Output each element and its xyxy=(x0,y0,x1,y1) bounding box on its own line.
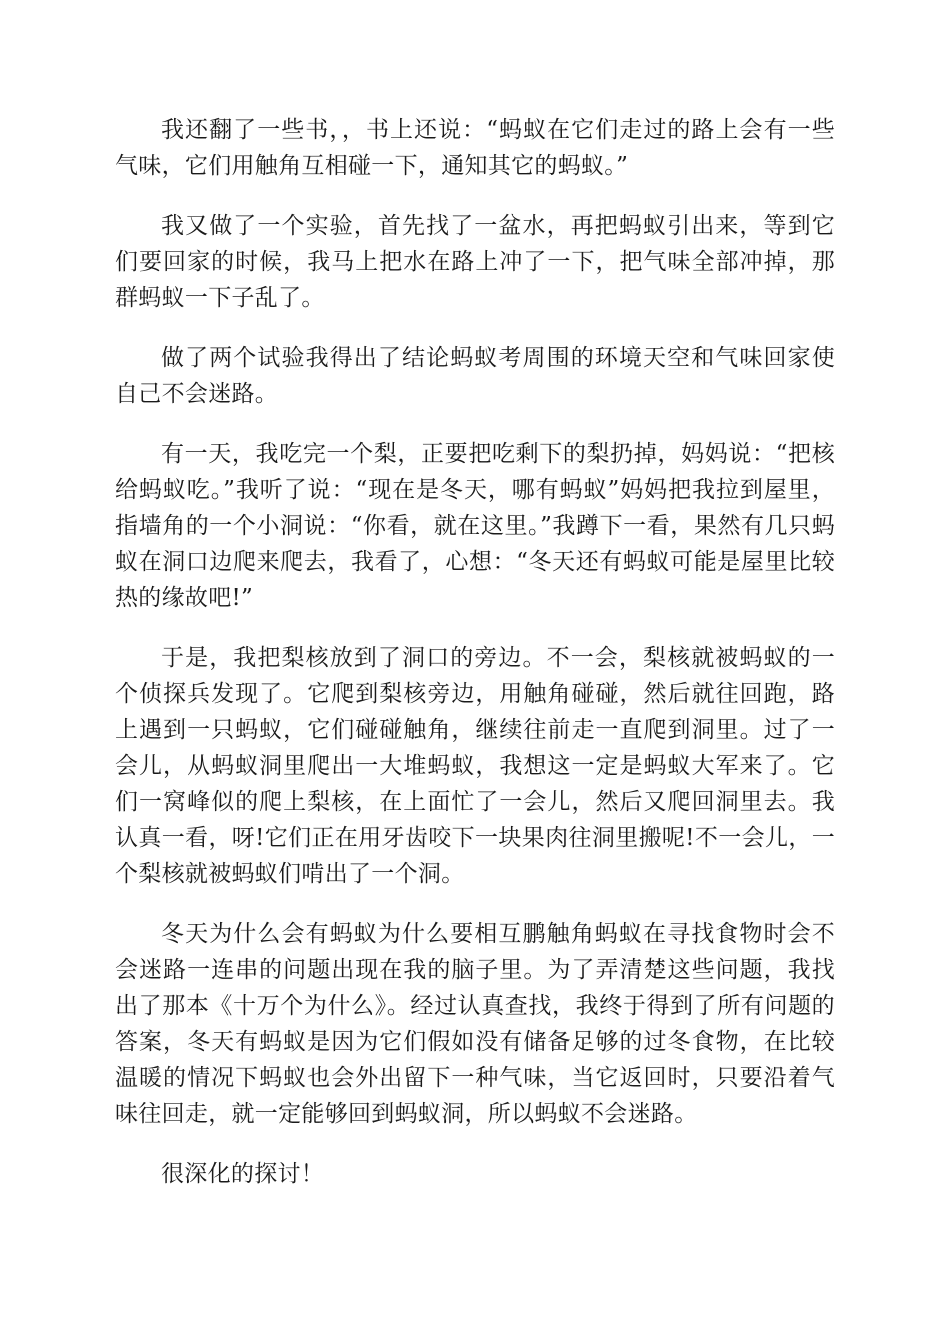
paragraph-conclusion: 做了两个试验我得出了结论蚂蚁考周围的环境天空和气味回家使自己不会迷路。 xyxy=(115,345,835,407)
paragraph-pear-core: 于是，我把梨核放到了洞口的旁边。不一会，梨核就被蚂蚁的一个侦探兵发现了。它爬到梨核旁边，用触角碰碰，然后就往回跑，路上遇到一只蚂蚁，它们碰碰触角，继续往前走一直爬到洞里。过了一会儿，从蚂蚁洞里爬出一大堆蚂蚁，我想这一定是蚂蚁大军来了。它们一窝峰似的爬上梨核，在上面忙了一会儿，然后又爬回洞里去。我认真一看，呀!它们正在用牙齿咬下一块果肉往洞里搬呢!不一会儿，一个梨核就被蚂蚁们啃出了一个洞。 xyxy=(115,645,835,887)
paragraph-questions: 冬天为什么会有蚂蚁为什么要相互鹏触角蚂蚁在寻找食物时会不会迷路一连串的问题出现在我的脑子里。为了弄清楚这些问题，我找出了那本《十万个为什么》。经过认真查找，我终于得到了所有问题的答案，冬天有蚂蚁是因为它们假如没有储备足够的过冬食物，在比较温暖的情况下蚂蚁也会外出留下一种气味，当它返回时，只要沿着气味往回走，就一定能够回到蚂蚁洞，所以蚂蚁不会迷路。 xyxy=(115,921,835,1127)
document-body xyxy=(115,112,835,1216)
paragraph-water-experiment: 我又做了一个实验，首先找了一盆水，再把蚂蚁引出来，等到它们要回家的时候，我马上把水在路上冲了一下，把气味全部冲掉，那群蚂蚁一下子乱了。 xyxy=(115,213,835,311)
paragraph-comment: 很深化的探讨！ xyxy=(161,1161,325,1187)
paragraph-books: 我还翻了一些书，，书上还说：“蚂蚁在它们走过的路上会有一些气味，它们用触角互相碰一下，通知其它的蚂蚁。” xyxy=(115,117,835,179)
paragraph-pear-story: 有一天，我吃完一个梨，正要把吃剩下的梨扔掉，妈妈说：“把核给蚂蚁吃。”我听了说：“现在是冬天，哪有蚂蚁”妈妈把我拉到屋里，指墙角的一个小洞说：“你看，就在这里。”我蹲下一看，果然有几只蚂蚁在洞口边爬来爬去，我看了，心想：“冬天还有蚂蚁可能是屋里比较热的缘故吧!” xyxy=(115,441,835,611)
